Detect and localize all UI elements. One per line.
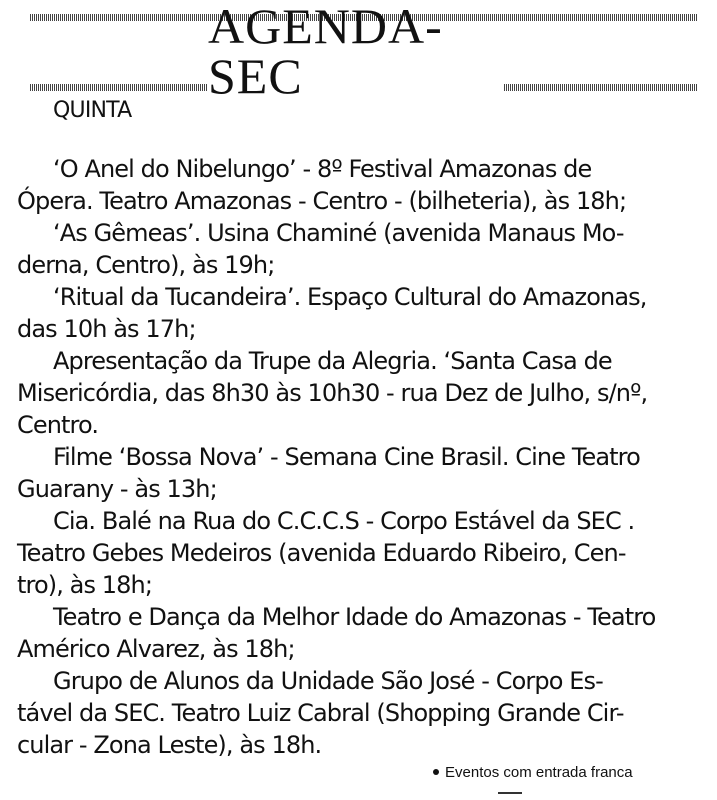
day-heading: QUINTA [53,98,132,123]
agenda-line: Filme ‘Bossa Nova’ - Semana Cine Brasil. Cine Teatro [53,443,640,471]
agenda-line: Teatro Gebes Medeiros (avenida Eduardo Ribeiro, Cen- [17,539,626,567]
title-rule-right [504,84,698,91]
agenda-line: ‘As Gêmeas’. Usina Chaminé (avenida Manaus Mo- [53,219,624,247]
agenda-line: ‘O Anel do Nibelungo’ - 8º Festival Amazonas de [53,155,592,183]
agenda-line: ‘Ritual da Tucandeira’. Espaço Cultural do Amazonas, [53,283,647,311]
agenda-line: Américo Alvarez, às 18h; [17,635,295,663]
agenda-line: Apresentação da Trupe da Alegria. ‘Santa Casa de [53,347,612,375]
page-title: AGENDA-SEC [208,0,443,104]
bullet-icon [433,769,439,775]
agenda-body [17,96,705,761]
agenda-line: Teatro e Dança da Melhor Idade do Amazonas - Teatro [53,603,656,631]
agenda-line: Ópera. Teatro Amazonas - Centro - (bilheteria), às 18h; [17,187,627,215]
title-rule-left [30,84,208,91]
agenda-line: tável da SEC. Teatro Luiz Cabral (Shopping Grande Cir- [17,699,624,727]
agenda-line: cular - Zona Leste), às 18h. [17,731,322,759]
agenda-line: Guarany - às 13h; [17,475,217,503]
agenda-line: tro), às 18h; [17,571,153,599]
agenda-line: Cia. Balé na Rua do C.C.C.S - Corpo Estável da SEC . [53,507,635,535]
agenda-line: derna, Centro), às 19h; [17,251,275,279]
footnote-text: Eventos com entrada franca [445,764,633,781]
bottom-mark [498,792,522,794]
agenda-line: Centro. [17,411,99,439]
agenda-line: das 10h às 17h; [17,315,196,343]
footnote [433,764,633,781]
agenda-line: Misericórdia, das 8h30 às 10h30 - rua Dez de Julho, s/nº, [17,379,648,407]
agenda-line: Grupo de Alunos da Unidade São José - Corpo Es- [53,667,603,695]
